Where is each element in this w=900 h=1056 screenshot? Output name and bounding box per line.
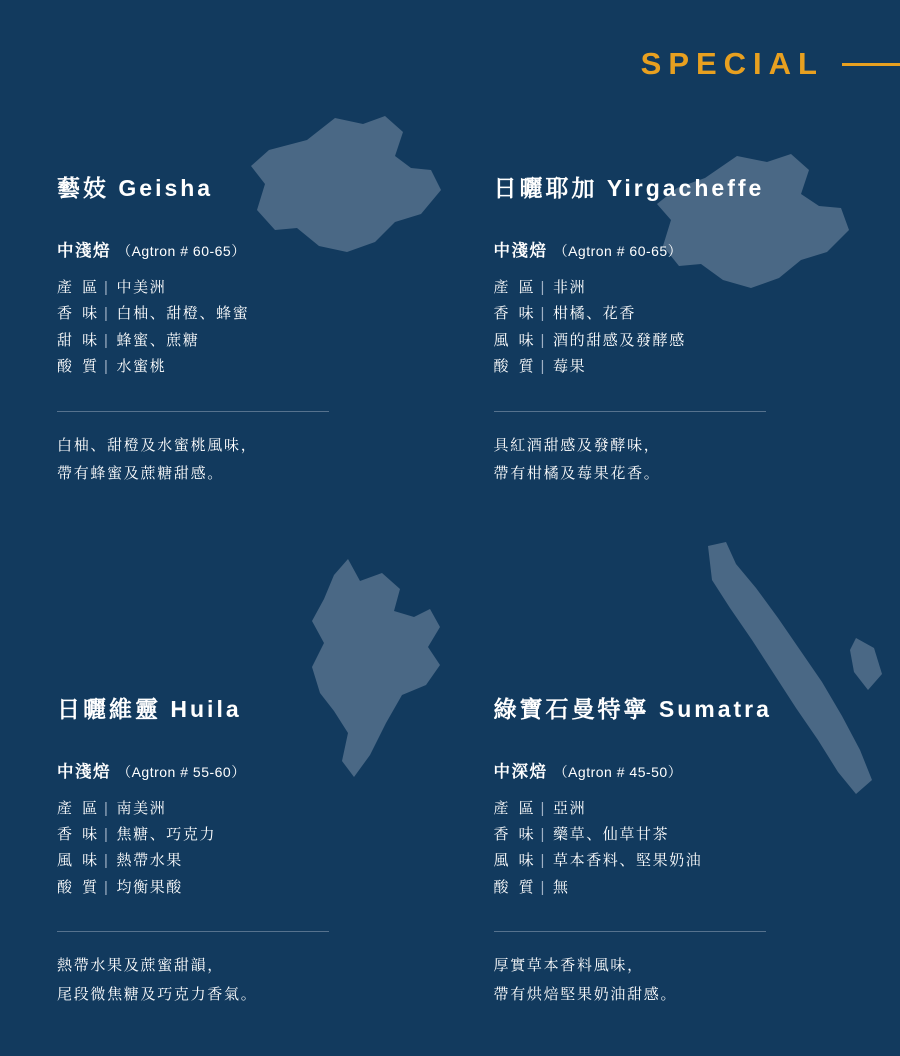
attribute-value: 水蜜桃: [116, 358, 167, 376]
card-title: 綠寶石曼特寧 Sumatra: [493, 695, 772, 722]
description-line: 具紅酒甜感及發酵味，: [493, 436, 661, 454]
attribute-separator: |: [540, 878, 546, 896]
header-rule: [842, 63, 900, 66]
card-row-1: [0, 170, 900, 489]
card-divider: [57, 411, 329, 412]
list-item: [494, 275, 900, 301]
coffee-card-geisha: [0, 170, 464, 489]
roast-level-value: 中淺焙: [493, 242, 548, 260]
description-line: 白柚、甜橙及水蜜桃風味，: [57, 436, 258, 454]
list-item: [57, 875, 464, 901]
attribute-separator: |: [104, 825, 110, 843]
card-description: [494, 952, 900, 1009]
attribute-separator: |: [104, 279, 110, 296]
list-item: [494, 328, 900, 354]
attribute-key: 產 區: [493, 279, 537, 296]
attribute-key: 香 味: [493, 305, 537, 323]
attribute-separator: |: [104, 331, 110, 349]
list-item: [57, 301, 464, 327]
list-item: [57, 354, 464, 380]
coffee-card-huila: [0, 691, 464, 1010]
list-item: [57, 275, 464, 301]
list-item: [494, 848, 900, 874]
description-line: 帶有烘焙堅果奶油甜感。: [493, 985, 678, 1003]
attribute-value: 無: [553, 878, 570, 896]
description-line: 熱帶水果及蔗蜜甜韻，: [57, 957, 225, 975]
list-item: [494, 822, 900, 848]
attribute-key: 酸 質: [57, 358, 101, 376]
roast-level-value: 中淺焙: [57, 762, 111, 781]
attribute-list: [494, 275, 900, 381]
attribute-value: 柑橘、花香: [553, 305, 637, 323]
agtron-value: （Agtron # 55-60）: [117, 763, 246, 780]
roast-level: [494, 758, 900, 782]
attribute-value: 焦糖、巧克力: [116, 825, 217, 843]
list-item: [494, 875, 900, 901]
list-item: [494, 354, 900, 380]
attribute-separator: |: [104, 852, 110, 870]
attribute-key: 甜 味: [57, 331, 101, 349]
attribute-key: 風 味: [493, 852, 537, 870]
attribute-key: 產 區: [493, 799, 537, 817]
roast-level: [57, 237, 464, 261]
attribute-separator: |: [104, 305, 110, 323]
attribute-list: [57, 796, 464, 902]
card-description: [494, 432, 900, 489]
list-item: [494, 796, 900, 822]
attribute-key: 產 區: [57, 799, 101, 817]
attribute-value: 非洲: [553, 279, 587, 296]
attribute-separator: |: [104, 878, 110, 896]
list-item: [57, 796, 464, 822]
description-line: 帶有蜂蜜及蔗糖甜感。: [57, 465, 225, 483]
attribute-key: 風 味: [493, 331, 537, 349]
attribute-key: 香 味: [493, 825, 537, 843]
roast-level: [494, 237, 900, 261]
page-title: SPECIAL: [640, 46, 824, 81]
list-item: [494, 301, 900, 327]
description-line: 尾段微焦糖及巧克力香氣。: [57, 985, 258, 1003]
card-title: 日曬耶加 Yirgacheffe: [493, 175, 765, 201]
attribute-key: 酸 質: [57, 878, 101, 896]
coffee-card-grid: [0, 170, 900, 1009]
attribute-separator: |: [540, 825, 546, 843]
roast-level: [57, 758, 464, 782]
attribute-separator: |: [540, 279, 546, 296]
card-description: [57, 432, 464, 489]
attribute-value: 藥草、仙草甘茶: [553, 825, 670, 843]
attribute-separator: |: [540, 305, 546, 323]
attribute-key: 酸 質: [493, 358, 537, 376]
attribute-value: 酒的甜感及發酵感: [553, 331, 686, 349]
attribute-key: 產 區: [57, 279, 101, 296]
card-description: [57, 952, 464, 1009]
card-divider: [494, 931, 766, 932]
description-line: 帶有柑橘及莓果花香。: [493, 465, 661, 483]
attribute-value: 中美洲: [116, 279, 167, 296]
attribute-key: 香 味: [57, 305, 101, 323]
attribute-value: 南美洲: [116, 799, 167, 817]
attribute-value: 白柚、甜橙、蜂蜜: [116, 305, 250, 323]
roast-level-value: 中淺焙: [57, 242, 111, 260]
agtron-value: （Agtron # 45-50）: [553, 763, 683, 780]
attribute-separator: |: [104, 358, 110, 376]
attribute-key: 酸 質: [493, 878, 537, 896]
list-item: [57, 822, 464, 848]
attribute-value: 均衡果酸: [116, 878, 183, 896]
attribute-value: 亞洲: [553, 799, 587, 817]
agtron-value: （Agtron # 60-65）: [553, 243, 683, 259]
attribute-value: 莓果: [553, 358, 587, 376]
attribute-value: 蜂蜜、蔗糖: [116, 331, 200, 349]
attribute-key: 香 味: [57, 825, 101, 843]
description-line: 厚實草本香料風味，: [493, 957, 644, 975]
roast-level-value: 中深焙: [493, 762, 548, 781]
attribute-separator: |: [540, 358, 546, 376]
card-divider: [57, 931, 329, 932]
attribute-key: 風 味: [57, 852, 101, 870]
card-row-2: [0, 691, 900, 1010]
coffee-card-yirgacheffe: [464, 170, 900, 489]
list-item: [57, 328, 464, 354]
attribute-separator: |: [540, 799, 546, 817]
attribute-separator: |: [540, 331, 546, 349]
card-title: 藝妓 Geisha: [57, 175, 214, 201]
attribute-value: 熱帶水果: [116, 852, 183, 870]
attribute-separator: |: [104, 799, 110, 817]
list-item: [57, 848, 464, 874]
attribute-separator: |: [540, 852, 546, 870]
page-header: [641, 46, 900, 82]
coffee-card-sumatra: [464, 691, 900, 1010]
card-title: 日曬維靈 Huila: [57, 695, 242, 722]
attribute-list: [57, 275, 464, 381]
card-divider: [494, 411, 766, 412]
attribute-value: 草本香料、堅果奶油: [553, 852, 703, 870]
attribute-list: [494, 796, 900, 902]
agtron-value: （Agtron # 60-65）: [117, 243, 246, 259]
